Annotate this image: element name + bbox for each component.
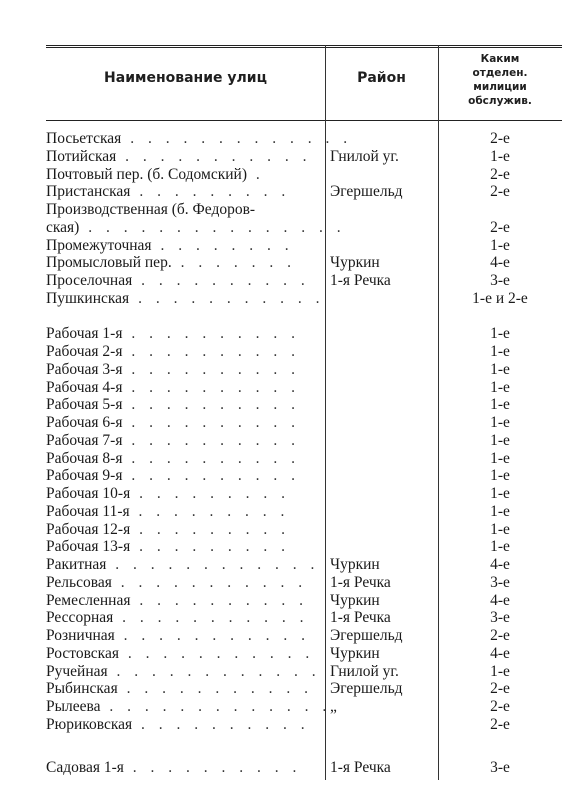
street-name-cell (46, 272, 322, 290)
table-row (0, 414, 586, 432)
dot-leader: . . . . . . . . . . (122, 378, 300, 396)
dot-leader: . . . . . . . . . . . (118, 644, 315, 662)
table-row (0, 663, 586, 681)
street-name-cell (46, 467, 322, 485)
street-name-cell (46, 680, 322, 698)
street-name: Рабочая 10-я (46, 485, 131, 502)
street-name-cell (46, 201, 322, 219)
police-department-cell: 2-е (490, 218, 510, 236)
police-department-cell: 1-е (490, 485, 510, 502)
police-department-cell: 1-е и 2-е (472, 289, 528, 307)
table-row (0, 467, 586, 485)
dot-leader: . . . . . . . . . . (130, 591, 308, 609)
street-name-cell (46, 627, 322, 645)
street-name: Почтовый пер. (б. Содомский) (46, 165, 247, 183)
street-name: Рабочая 4-я (46, 378, 123, 396)
dot-leader: . . . . . . . . . . . . (106, 556, 320, 573)
table-row (0, 130, 586, 148)
street-name: Рабочая 2-я (46, 343, 123, 360)
table-row (0, 592, 586, 610)
street-name: Рабочая 11-я (46, 502, 130, 520)
dot-leader: . . . . . . . . . . . . . (100, 698, 332, 715)
dot-leader: . . . . . . . . . (129, 502, 290, 520)
table-row (0, 734, 586, 752)
street-name: Потийская (46, 147, 117, 165)
street-name: Промысловый пер. (46, 254, 172, 272)
police-department-cell: 1-е (490, 236, 510, 254)
street-name: Ручейная (46, 662, 108, 680)
district-cell: Чуркин (330, 556, 380, 573)
header-police-line: отделен. (472, 67, 528, 79)
police-department-cell: 1-е (490, 538, 510, 556)
header-district: Район (357, 70, 406, 86)
police-department-cell: 1-е (490, 414, 510, 431)
police-department-cell: 2-е (490, 183, 510, 201)
table-row (0, 361, 586, 379)
dot-leader: . . . . . . . . . . . (111, 573, 308, 591)
table-row (0, 609, 586, 627)
dot-leader: . . . . . . . . . (130, 183, 291, 201)
police-department-cell: 1-е (490, 502, 510, 520)
police-department-cell: 1-е (490, 325, 510, 343)
table-row (0, 183, 586, 201)
table-row (0, 521, 586, 539)
police-department-cell: 2-е (490, 698, 510, 715)
street-name-cell (46, 254, 322, 272)
table-row (0, 716, 586, 734)
dot-leader: . . . . . . . (171, 254, 296, 272)
police-department-cell: 2-е (490, 627, 510, 644)
street-name-cell (46, 183, 322, 201)
table-row (0, 290, 586, 308)
street-name: Садовая 1-я (46, 759, 124, 777)
street-name: Рабочая 3-я (46, 360, 123, 378)
dot-leader: . . . . . . . . . . (122, 414, 300, 431)
table-row (0, 503, 586, 521)
police-department-cell: 1-е (490, 467, 510, 485)
street-name-cell (46, 432, 322, 450)
table-row (0, 450, 586, 468)
header-police-line: Каким (480, 53, 520, 65)
street-name: Рабочая 8-я (46, 449, 123, 467)
district-cell: Эгершельд (330, 183, 403, 201)
street-name: Ремесленная (46, 591, 131, 609)
dot-leader: . . . . . . . . . . . (129, 289, 325, 307)
table-row (0, 343, 586, 361)
dot-leader: . . . . . . . . . . . (116, 147, 312, 165)
street-name-cell (46, 237, 322, 255)
table-row (0, 237, 586, 255)
street-name-cell (46, 538, 322, 556)
street-name-cell (46, 450, 322, 468)
table-row (0, 538, 586, 556)
police-department-cell: 4-е (490, 556, 510, 573)
dot-leader: . . . . . . . . . . (132, 272, 310, 289)
district-cell: 1-я Речка (330, 272, 391, 289)
table-row (0, 379, 586, 397)
police-department-cell: 1-е (490, 147, 510, 165)
table-row (0, 166, 586, 184)
dot-leader: . . . . . . . . . . . . . . . (79, 218, 346, 236)
street-name: Ракитная (46, 556, 107, 573)
table-row (0, 645, 586, 663)
street-name-cell (46, 759, 322, 777)
street-name: Рабочая 12-я (46, 520, 131, 538)
district-cell: Чуркин (330, 644, 380, 662)
district-cell: Чуркин (330, 254, 380, 272)
street-name-cell (46, 503, 322, 521)
street-name-cell (46, 148, 322, 166)
police-department-cell: 3-е (490, 609, 510, 627)
street-name: Пристанская (46, 183, 131, 201)
dot-leader: . . . . . . . . . . (122, 360, 300, 378)
street-name-cell (46, 716, 322, 734)
table-row (0, 396, 586, 414)
district-cell: „ (330, 698, 337, 715)
district-cell: 1-я Речка (330, 759, 391, 777)
street-name: Рабочая 6-я (46, 414, 123, 431)
table-row (0, 254, 586, 272)
police-department-cell: 4-е (490, 591, 510, 609)
street-name: Производственная (б. Федоров- (46, 201, 256, 218)
street-name: Рыбинская (46, 680, 118, 698)
street-name-cell (46, 592, 322, 610)
district-cell: 1-я Речка (330, 609, 391, 627)
table-row (0, 201, 586, 219)
police-department-cell: 1-е (490, 449, 510, 467)
district-cell: Эгершельд (330, 680, 403, 698)
table-row (0, 308, 586, 326)
street-name: Рессорная (46, 609, 114, 627)
dot-leader: . . . . . . . . . . (122, 431, 300, 449)
street-name: Рабочая 13-я (46, 538, 131, 556)
street-name: ская) (46, 218, 80, 236)
street-name: Рельсовая (46, 573, 112, 591)
street-name-cell (46, 289, 325, 308)
street-name: Рабочая 1-я (46, 325, 123, 343)
dot-leader: . . . . . . . . . . (122, 396, 300, 414)
street-name-cell (46, 645, 322, 663)
table-row (0, 272, 586, 290)
street-name-cell (46, 698, 332, 716)
street-name: Пушкинская (46, 289, 130, 307)
police-department-cell: 1-е (490, 396, 510, 414)
header-police-line: обслужив. (468, 95, 532, 107)
street-name-cell (46, 556, 322, 574)
street-name-cell (46, 166, 322, 184)
police-department-cell: 2-е (490, 680, 510, 698)
dot-leader: . . . . . . . . . . (132, 715, 310, 733)
table-row (0, 148, 586, 166)
street-name-cell (46, 521, 322, 539)
dot-leader: . . . . . . . . . (130, 538, 290, 556)
street-name: Промежуточная (46, 236, 152, 254)
street-name-cell (46, 663, 322, 681)
street-name: Розничная (46, 627, 115, 644)
dot-leader: . (247, 165, 265, 183)
dot-leader: . . . . . . . . . . . (114, 627, 311, 644)
street-name-cell (46, 396, 322, 414)
dot-leader: . . . . . . . . . . . (117, 680, 313, 698)
header-police-line: милиции (473, 81, 527, 93)
street-name: Рабочая 5-я (46, 396, 123, 414)
district-cell: Чуркин (330, 591, 380, 609)
table-row (0, 627, 586, 645)
table-row (0, 325, 586, 343)
street-name-cell (46, 218, 346, 237)
street-name-cell (46, 609, 322, 627)
police-department-cell: 3-е (490, 573, 510, 591)
dot-leader: . . . . . . . . . . (122, 343, 300, 360)
street-name-cell (46, 379, 322, 397)
header-street-name: Наименование улиц (104, 70, 267, 86)
street-name-cell (46, 574, 322, 592)
table-row (0, 680, 586, 698)
police-department-cell: 4-е (490, 644, 510, 662)
street-name: Рюриковская (46, 715, 133, 733)
street-name: Проселочная (46, 272, 133, 289)
street-name: Ростовская (46, 644, 119, 662)
street-name: Посьетская (46, 130, 122, 147)
table-row (0, 698, 586, 716)
police-department-cell: 3-е (490, 759, 510, 777)
police-department-cell: 2-е (490, 130, 510, 147)
street-name-cell (46, 130, 353, 148)
police-department-cell: 1-е (490, 662, 510, 680)
dot-leader: . . . . . . . . . . . . (107, 662, 321, 680)
street-name: Рабочая 7-я (46, 431, 123, 449)
police-department-cell: 1-е (490, 360, 510, 378)
dot-leader: . . . . . . . . (151, 236, 294, 254)
dot-leader: . . . . . . . . . (130, 485, 290, 502)
dot-leader: . . . . . . . . . . (123, 759, 302, 777)
police-department-cell: 1-е (490, 343, 510, 360)
table-row (0, 485, 586, 503)
dot-leader: . . . . . . . . . . . . . (121, 130, 353, 147)
street-name: Рылеева (46, 698, 101, 715)
dot-leader: . . . . . . . . . . (122, 449, 300, 467)
table-row (0, 759, 586, 777)
street-name-cell (46, 361, 322, 379)
police-department-cell: 1-е (490, 378, 510, 396)
police-department-cell: 3-е (490, 272, 510, 289)
district-cell: Гнилой уг. (330, 147, 399, 165)
street-name-cell (46, 485, 322, 503)
police-department-cell: 2-е (490, 715, 510, 733)
dot-leader: . . . . . . . . . (130, 520, 290, 538)
police-department-cell: 4-е (490, 254, 510, 272)
table-row (0, 574, 586, 592)
district-cell: Гнилой уг. (330, 662, 399, 680)
dot-leader: . . . . . . . . . . (122, 325, 300, 343)
district-cell: 1-я Речка (330, 573, 391, 591)
police-department-cell: 2-е (490, 165, 510, 183)
street-name-cell (46, 325, 322, 343)
table-row (0, 219, 586, 237)
dot-leader: . . . . . . . . . . (122, 467, 300, 485)
police-department-cell: 1-е (490, 520, 510, 538)
street-name-cell (46, 343, 322, 361)
street-name-cell (46, 414, 322, 432)
table-row (0, 432, 586, 450)
police-department-cell: 1-е (490, 431, 510, 449)
street-name: Рабочая 9-я (46, 467, 123, 485)
dot-leader: . . . . . . . . . . . (113, 609, 309, 627)
table-row (0, 556, 586, 574)
district-cell: Эгершельд (330, 627, 403, 644)
